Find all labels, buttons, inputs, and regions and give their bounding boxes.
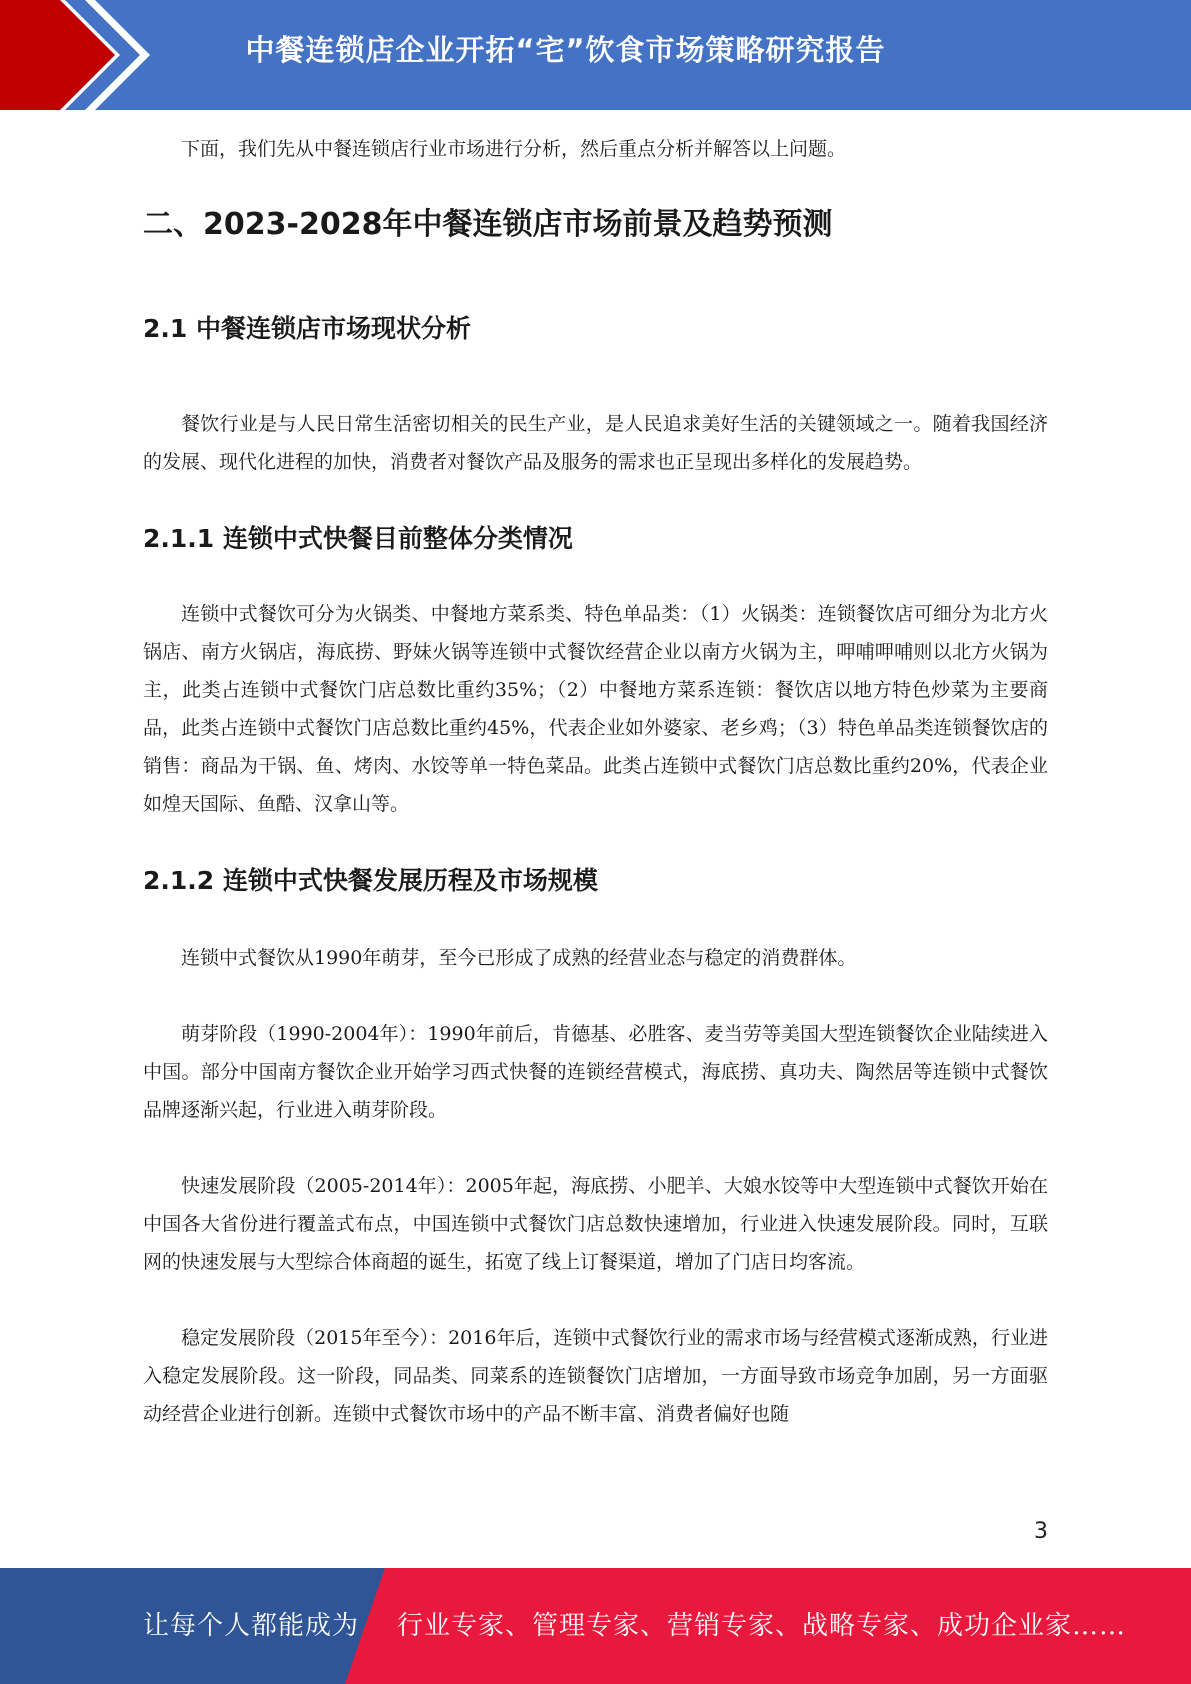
footer-slogan-left: 让每个人都能成为 bbox=[143, 1611, 360, 1641]
page-header bbox=[0, 0, 1191, 110]
report-title: 中餐连锁店企业开拓“宅”饮食市场策略研究报告 bbox=[245, 33, 886, 67]
subsection-heading-2-1: 2.1 中餐连锁店市场现状分析 bbox=[143, 314, 471, 343]
footer-slogan-right: 行业专家、管理专家、营销专家、战略专家、成功企业家…… bbox=[397, 1611, 1127, 1641]
subsection-heading-2-1-1: 2.1.1 连锁中式快餐目前整体分类情况 bbox=[143, 524, 573, 553]
paragraph-stage-3: 稳定发展阶段（2015年至今）：2016年后，连锁中式餐饮行业的需求市场与经营模式逐渐成熟，行业进入稳定发展阶段。这一阶段，同品类、同菜系的连锁餐饮门店增加，一方面导致市场竞争加剧，另一方面驱动经营企业进行创新。连锁中式餐饮市场中的产品不断丰富、消费者偏好也随 bbox=[143, 1327, 1048, 1425]
page-footer bbox=[0, 1568, 1191, 1684]
paragraph-origin: 连锁中式餐饮从1990年萌芽，至今已形成了成熟的经营业态与稳定的消费群体。 bbox=[181, 947, 857, 969]
paragraph-2-1: 餐饮行业是与人民日常生活密切相关的民生产业，是人民追求美好生活的关键领域之一。随着我国经济的发展、现代化进程的加快，消费者对餐饮产品及服务的需求也正呈现出多样化的发展趋势。 bbox=[143, 413, 1048, 473]
page-number: 3 bbox=[1034, 1519, 1048, 1544]
section-heading: 二、2023-2028年中餐连锁店市场前景及趋势预测 bbox=[143, 207, 833, 242]
paragraph-2-1-1: 连锁中式餐饮可分为火锅类、中餐地方菜系类、特色单品类：（1）火锅类：连锁餐饮店可细分为北方火锅店、南方火锅店，海底捞、野妹火锅等连锁中式餐饮经营企业以南方火锅为主，呷哺呷哺则以北方火锅为主，此类占连锁中式餐饮门店总数比重约35%；（2）中餐地方菜系连锁：餐饮店以地方特色炒菜为主要商品，此类占连锁中式餐饮门店总数比重约45%，代表企业如外婆家、老乡鸡；（3）特色单品类连锁餐饮店的销售：商品为干锅、鱼、烤肉、水饺等单一特色菜品。此类占连锁中式餐饮门店总数比重约20%，代表企业如煌天国际、鱼酷、汉拿山等。 bbox=[143, 603, 1048, 815]
paragraph-stage-2: 快速发展阶段（2005-2014年）：2005年起，海底捞、小肥羊、大娘水饺等中大型连锁中式餐饮开始在中国各大省份进行覆盖式布点，中国连锁中式餐饮门店总数快速增加，行业进入快速发展阶段。同时，互联网的快速发展与大型综合体商超的诞生，拓宽了线上订餐渠道，增加了门店日均客流。 bbox=[143, 1175, 1048, 1273]
paragraph-stage-1: 萌芽阶段（1990-2004年）：1990年前后，肯德基、必胜客、麦当劳等美国大型连锁餐饮企业陆续进入中国。部分中国南方餐饮企业开始学习西式快餐的连锁经营模式，海底捞、真功夫、陶然居等连锁中式餐饮品牌逐渐兴起，行业进入萌芽阶段。 bbox=[143, 1023, 1048, 1121]
subsection-heading-2-1-2: 2.1.2 连锁中式快餐发展历程及市场规模 bbox=[143, 866, 598, 895]
intro-paragraph: 下面，我们先从中餐连锁店行业市场进行分析，然后重点分析并解答以上问题。 bbox=[181, 138, 847, 160]
document-body bbox=[143, 130, 1048, 1433]
header-arrow-decoration bbox=[0, 0, 170, 110]
